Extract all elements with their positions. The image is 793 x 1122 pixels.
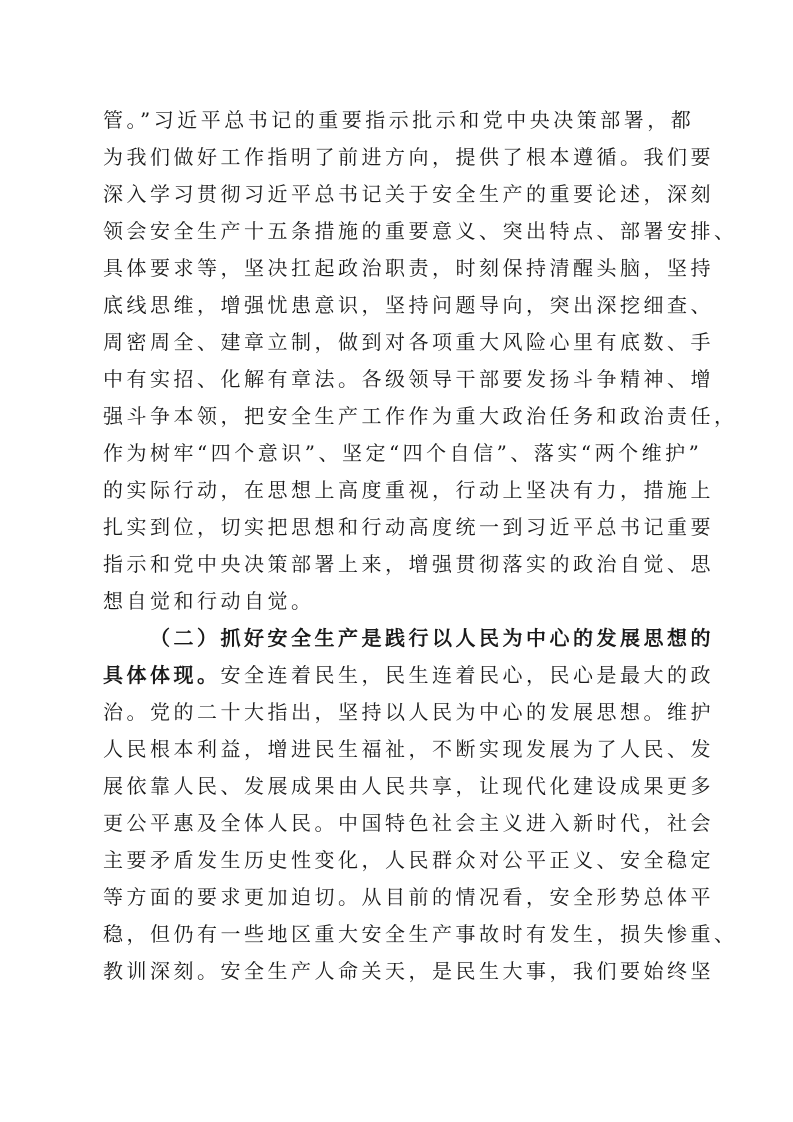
text-line: 管。”习近平总书记的重要指示批示和党中央决策部署，都: [103, 108, 695, 132]
text-line: 强斗争本领，把安全生产工作作为重大政治任务和政治责任，: [103, 404, 738, 428]
text-line: 治。党的二十大指出，坚持以人民为中心的发展思想。维护: [103, 700, 714, 724]
text-line: 底线思维，增强忧患意识，坚持问题导向，突出深挖细查、: [103, 293, 714, 317]
text-line: 的实际行动，在思想上高度重视，行动上坚决有力，措施上: [103, 478, 714, 502]
text-line: [103, 660, 714, 690]
text-line: 展依靠人民、发展成果由人民共享，让现代化建设成果更多: [103, 774, 714, 798]
text-line: 教训深刻。安全生产人命关天，是民生大事，我们要始终坚: [103, 959, 714, 983]
text-span: 安全连着民生，民生连着民心，民心是最大的政: [220, 663, 714, 687]
text-line: 周密周全、建章立制，做到对各项重大风险心里有底数、手: [103, 330, 714, 354]
section-heading: （二）抓好安全生产是践行以人民为中心的发展思想的: [150, 626, 714, 650]
text-line: 作为树牢“四个意识”、坚定“四个自信”、落实“两个维护”: [103, 441, 703, 465]
text-line: 领会安全生产十五条措施的重要意义、突出特点、部署安排、: [103, 219, 738, 243]
text-line: 指示和党中央决策部署上来，增强贯彻落实的政治自觉、思: [103, 552, 714, 576]
section-heading-end: 具体体现。: [103, 663, 221, 687]
text-line: 扎实到位，切实把思想和行动高度统一到习近平总书记重要: [103, 515, 714, 539]
text-line: 人民根本利益，增进民生福祉，不断实现发展为了人民、发: [103, 737, 714, 761]
text-line: 具体要求等，坚决扛起政治职责，时刻保持清醒头脑，坚持: [103, 256, 714, 280]
text-line: 主要矛盾发生历史性变化，人民群众对公平正义、安全稳定: [103, 848, 714, 872]
text-line: 更公平惠及全体人民。中国特色社会主义进入新时代，社会: [103, 811, 714, 835]
text-line: 想自觉和行动自觉。: [103, 589, 315, 613]
text-line: 中有实招、化解有章法。各级领导干部要发扬斗争精神、增: [103, 367, 714, 391]
text-line: 等方面的要求更加迫切。从目前的情况看，安全形势总体平: [103, 885, 714, 909]
text-line: 深入学习贯彻习近平总书记关于安全生产的重要论述，深刻: [103, 182, 714, 206]
text-line: 为我们做好工作指明了前进方向，提供了根本遵循。我们要: [103, 145, 714, 169]
text-line: 稳，但仍有一些地区重大安全生产事故时有发生，损失惨重、: [103, 922, 738, 946]
